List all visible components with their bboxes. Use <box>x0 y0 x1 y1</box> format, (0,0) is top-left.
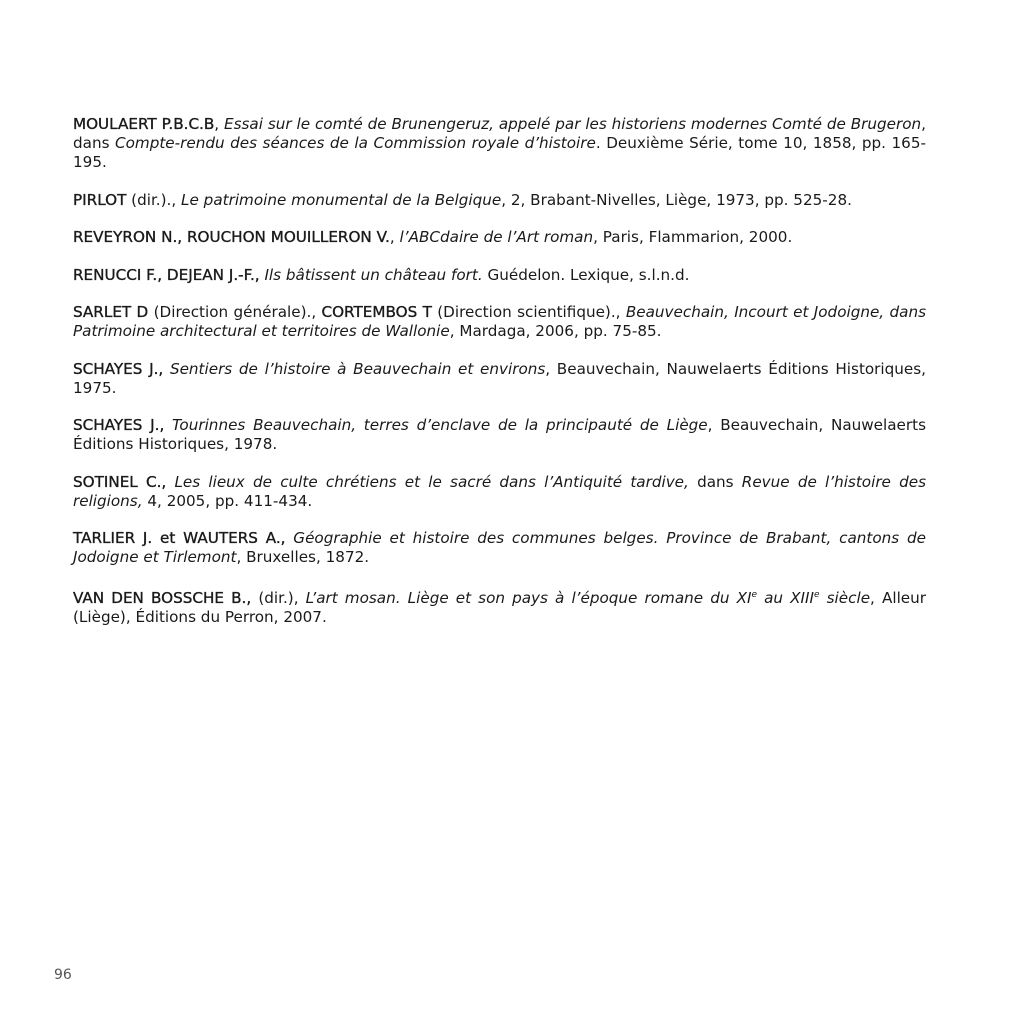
entry-author: TARLIER J. et WAUTERS A., <box>73 529 286 547</box>
entry-text: (Direction générale)., <box>148 303 322 321</box>
entry-title: Essai sur le comté de Brunengeruz, appelé par les historiens modernes Comté de Brugeron <box>224 115 922 133</box>
entry-text <box>164 416 172 434</box>
entry-title: Beauvechain, Incourt et Jodoigne, dans Patrimoine architectural et territoires de Wallonie <box>73 303 926 340</box>
entry-text: , Alleur (Liège), Éditions du Perron, 2007. <box>73 588 927 626</box>
entry-author: REVEYRON N., ROUCHON MOUILLERON V. <box>73 228 390 246</box>
entry-text: , <box>389 228 400 246</box>
entry-text: , Beauvechain, Nauwelaerts Éditions Historiques, 1978. <box>73 416 927 453</box>
entry-title: siècle <box>819 588 871 607</box>
entry-text: , <box>214 115 225 133</box>
entry-title: Ils bâtissent un château fort. <box>264 265 483 284</box>
entry-text: Guédelon. Lexique, s.l.n.d. <box>482 265 690 284</box>
bibliography-entry <box>73 115 926 172</box>
bibliography-entry <box>73 360 926 398</box>
entry-text: dans <box>688 472 742 491</box>
entry-title: Géographie et histoire des communes belges. Province de Brabant, cantons de Jodoigne et Tirlemont <box>73 529 926 566</box>
entry-author: SCHAYES J., <box>73 416 165 434</box>
entry-author: MOULAERT P.B.C.B <box>73 115 215 133</box>
page-number: 96 <box>54 967 72 983</box>
bibliography-entry <box>73 303 926 341</box>
superscript: e <box>814 589 820 600</box>
bibliography-list <box>73 115 926 645</box>
entry-text: , Bruxelles, 1872. <box>236 548 370 566</box>
entry-title: Compte-rendu des séances de la Commission royale d’histoire <box>115 134 596 152</box>
entry-title: Le patrimoine monumental de la Belgique <box>181 190 502 209</box>
entry-text: (dir.), <box>251 588 306 607</box>
entry-title: Sentiers de l’histoire à Beauvechain et environs <box>169 359 546 378</box>
entry-title: Revue de l’histoire des religions, <box>73 472 927 510</box>
entry-text <box>163 360 170 378</box>
entry-text: 4, 2005, pp. 411-434. <box>142 491 313 510</box>
entry-title: L’art mosan. Liège et son pays à l’époque romane du XI <box>305 588 752 607</box>
entry-author: RENUCCI F., DEJEAN J.-F., <box>73 265 260 284</box>
bibliography-entry <box>73 529 926 567</box>
entry-text: (dir.)., <box>126 190 182 209</box>
bibliography-entry <box>73 266 926 285</box>
entry-author: SARLET D <box>73 303 149 321</box>
entry-text: . Deuxième Série, tome 10, 1858, pp. 165-195. <box>73 134 926 171</box>
entry-author: CORTEMBOS T <box>321 303 432 321</box>
bibliography-entry <box>73 416 926 454</box>
bibliography-entry <box>73 473 926 511</box>
entry-title: Les lieux de culte chrétiens et le sacré dans l’Antiquité tardive, <box>174 472 689 491</box>
entry-text: , Paris, Flammarion, 2000. <box>593 228 793 246</box>
entry-text: , Mardaga, 2006, pp. 75-85. <box>449 322 662 340</box>
bibliography-entry <box>73 191 926 210</box>
entry-text: , dans <box>73 115 926 152</box>
entry-text: (Direction scientifique)., <box>431 303 626 321</box>
entry-text: , Beauvechain, Nauwelaerts Éditions Historiques, 1975. <box>73 359 927 397</box>
entry-author: VAN DEN BOSSCHE B., <box>73 588 252 607</box>
bibliography-entry <box>73 586 926 627</box>
entry-text: , 2, Brabant-Nivelles, Liège, 1973, pp. 525-28. <box>501 190 852 209</box>
entry-title: Tourinnes Beauvechain, terres d’enclave de la principauté de Liège <box>172 416 708 434</box>
entry-title: l’ABCdaire de l’Art roman <box>399 228 594 246</box>
entry-author: SOTINEL C., <box>73 472 167 491</box>
bibliography-entry <box>73 228 926 247</box>
entry-author: PIRLOT <box>73 190 127 209</box>
entry-author: SCHAYES J., <box>73 359 164 378</box>
entry-title: au XIII <box>757 588 814 607</box>
superscript: e <box>751 589 758 600</box>
